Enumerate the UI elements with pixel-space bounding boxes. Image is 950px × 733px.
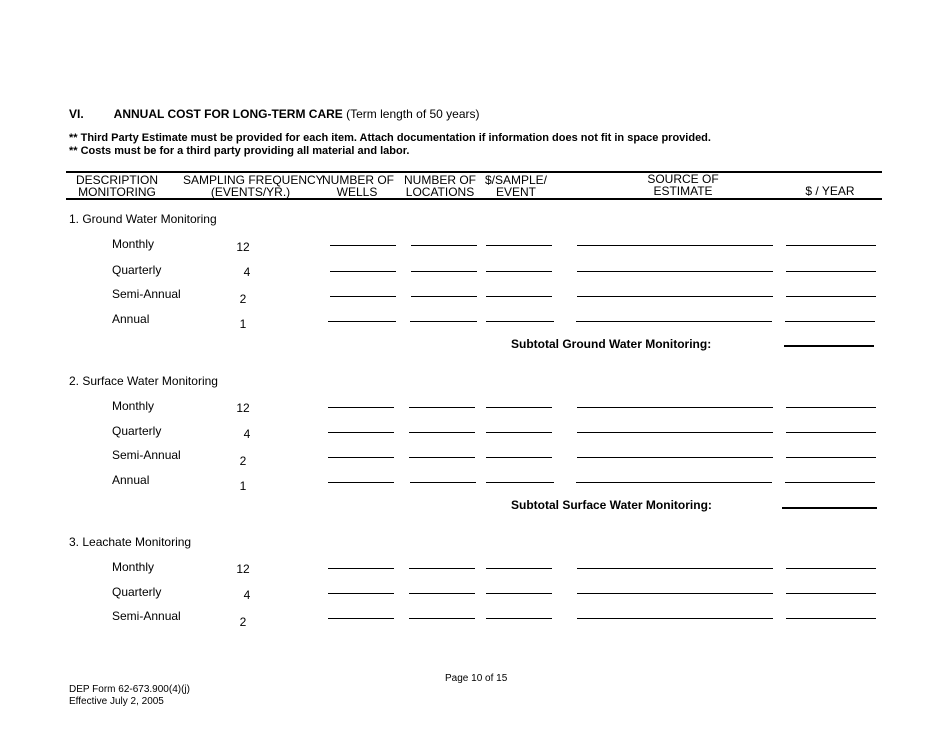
- year-cost-field[interactable]: [786, 296, 876, 297]
- year-cost-field[interactable]: [786, 593, 876, 594]
- source-field[interactable]: [577, 432, 773, 433]
- row-label: Monthly: [112, 237, 155, 251]
- subtotal-field-surface-water[interactable]: [782, 507, 877, 509]
- group-title-leachate: 3. Leachate Monitoring: [69, 535, 192, 549]
- row-label: Monthly: [112, 399, 155, 413]
- wells-field[interactable]: [328, 618, 394, 619]
- locations-field[interactable]: [410, 321, 477, 322]
- wells-field[interactable]: [328, 568, 394, 569]
- row-frequency: 4: [243, 588, 251, 602]
- section-number: VI.: [69, 107, 84, 121]
- source-field[interactable]: [577, 271, 773, 272]
- source-field[interactable]: [577, 568, 773, 569]
- year-cost-field[interactable]: [786, 271, 876, 272]
- locations-field[interactable]: [409, 568, 475, 569]
- section-title: ANNUAL COST FOR LONG-TERM CARE: [113, 107, 343, 121]
- year-cost-field[interactable]: [786, 432, 876, 433]
- year-cost-field[interactable]: [785, 482, 875, 483]
- row-frequency: 4: [243, 427, 251, 441]
- wells-field[interactable]: [328, 457, 394, 458]
- wells-field[interactable]: [328, 321, 396, 322]
- year-cost-field[interactable]: [785, 321, 875, 322]
- row-frequency: 12: [236, 240, 250, 254]
- source-field[interactable]: [576, 482, 772, 483]
- col-header-frequency: SAMPLING FREQUENCY (EVENTS/YR.): [183, 173, 324, 199]
- wells-field[interactable]: [328, 407, 394, 408]
- section-heading: [69, 107, 480, 121]
- sample-cost-field[interactable]: [486, 407, 552, 408]
- row-frequency: 12: [236, 401, 250, 415]
- year-cost-field[interactable]: [786, 407, 876, 408]
- subtotal-field-ground-water[interactable]: [784, 345, 874, 347]
- row-label: Monthly: [112, 560, 155, 574]
- col-header-locations: NUMBER OF LOCATIONS: [404, 173, 476, 199]
- year-cost-field[interactable]: [786, 245, 876, 246]
- row-label: Semi-Annual: [112, 448, 181, 462]
- row-label: Annual: [112, 312, 150, 326]
- page-number: Page 10 of 15: [445, 673, 508, 684]
- source-field[interactable]: [577, 296, 773, 297]
- row-frequency: 4: [243, 265, 251, 279]
- row-label: Annual: [112, 473, 150, 487]
- sample-cost-field[interactable]: [486, 618, 552, 619]
- locations-field[interactable]: [409, 407, 475, 408]
- form-number: DEP Form 62-673.900(4)(j): [69, 684, 190, 695]
- note-third-party: ** Third Party Estimate must be provided for each item. Attach documentation if information does not fit in space provided.: [69, 132, 711, 144]
- row-label: Quarterly: [112, 585, 162, 599]
- sample-cost-field[interactable]: [486, 457, 552, 458]
- row-frequency: 1: [239, 479, 247, 493]
- subtotal-label-surface-water: Subtotal Surface Water Monitoring:: [511, 498, 712, 512]
- locations-field[interactable]: [410, 482, 476, 483]
- sample-cost-field[interactable]: [486, 482, 554, 483]
- row-frequency: 1: [239, 317, 247, 331]
- locations-field[interactable]: [409, 457, 475, 458]
- row-label: Semi-Annual: [112, 287, 181, 301]
- wells-field[interactable]: [330, 245, 396, 246]
- sample-cost-field[interactable]: [486, 593, 552, 594]
- source-field[interactable]: [577, 245, 773, 246]
- sample-cost-field[interactable]: [486, 271, 552, 272]
- row-frequency: 12: [236, 562, 250, 576]
- locations-field[interactable]: [409, 432, 475, 433]
- locations-field[interactable]: [411, 245, 477, 246]
- note-costs: ** Costs must be for a third party providing all material and labor.: [69, 145, 410, 157]
- effective-date: Effective July 2, 2005: [69, 696, 164, 707]
- group-title-ground-water: 1. Ground Water Monitoring: [69, 212, 217, 226]
- sample-cost-field[interactable]: [486, 321, 554, 322]
- row-frequency: 2: [239, 454, 247, 468]
- source-field[interactable]: [577, 593, 773, 594]
- sample-cost-field[interactable]: [486, 245, 552, 246]
- source-field[interactable]: [576, 321, 772, 322]
- locations-field[interactable]: [409, 593, 475, 594]
- sample-cost-field[interactable]: [486, 432, 552, 433]
- year-cost-field[interactable]: [786, 457, 876, 458]
- wells-field[interactable]: [330, 271, 396, 272]
- section-term: (Term length of 50 years): [346, 107, 480, 121]
- col-header-description: DESCRIPTION MONITORING: [75, 173, 158, 199]
- col-header-source: SOURCE OF ESTIMATE: [647, 172, 719, 198]
- wells-field[interactable]: [330, 296, 396, 297]
- source-field[interactable]: [577, 407, 773, 408]
- wells-field[interactable]: [328, 432, 394, 433]
- row-label: Quarterly: [112, 424, 162, 438]
- header-bottom-rule: [66, 198, 882, 200]
- row-frequency: 2: [239, 292, 247, 306]
- wells-field[interactable]: [328, 482, 394, 483]
- source-field[interactable]: [577, 618, 773, 619]
- sample-cost-field[interactable]: [486, 568, 552, 569]
- locations-field[interactable]: [411, 296, 477, 297]
- locations-field[interactable]: [409, 618, 475, 619]
- col-header-sample-event: $/SAMPLE/ EVENT: [484, 173, 548, 199]
- year-cost-field[interactable]: [786, 618, 876, 619]
- subtotal-label-ground-water: Subtotal Ground Water Monitoring:: [511, 337, 712, 351]
- col-header-wells: NUMBER OF WELLS: [322, 173, 394, 199]
- year-cost-field[interactable]: [786, 568, 876, 569]
- row-label: Semi-Annual: [112, 609, 181, 623]
- row-frequency: 2: [239, 615, 247, 629]
- col-header-year: $ / YEAR: [805, 184, 855, 198]
- sample-cost-field[interactable]: [486, 296, 552, 297]
- group-title-surface-water: 2. Surface Water Monitoring: [69, 374, 218, 388]
- locations-field[interactable]: [411, 271, 477, 272]
- source-field[interactable]: [577, 457, 773, 458]
- wells-field[interactable]: [328, 593, 394, 594]
- row-label: Quarterly: [112, 263, 162, 277]
